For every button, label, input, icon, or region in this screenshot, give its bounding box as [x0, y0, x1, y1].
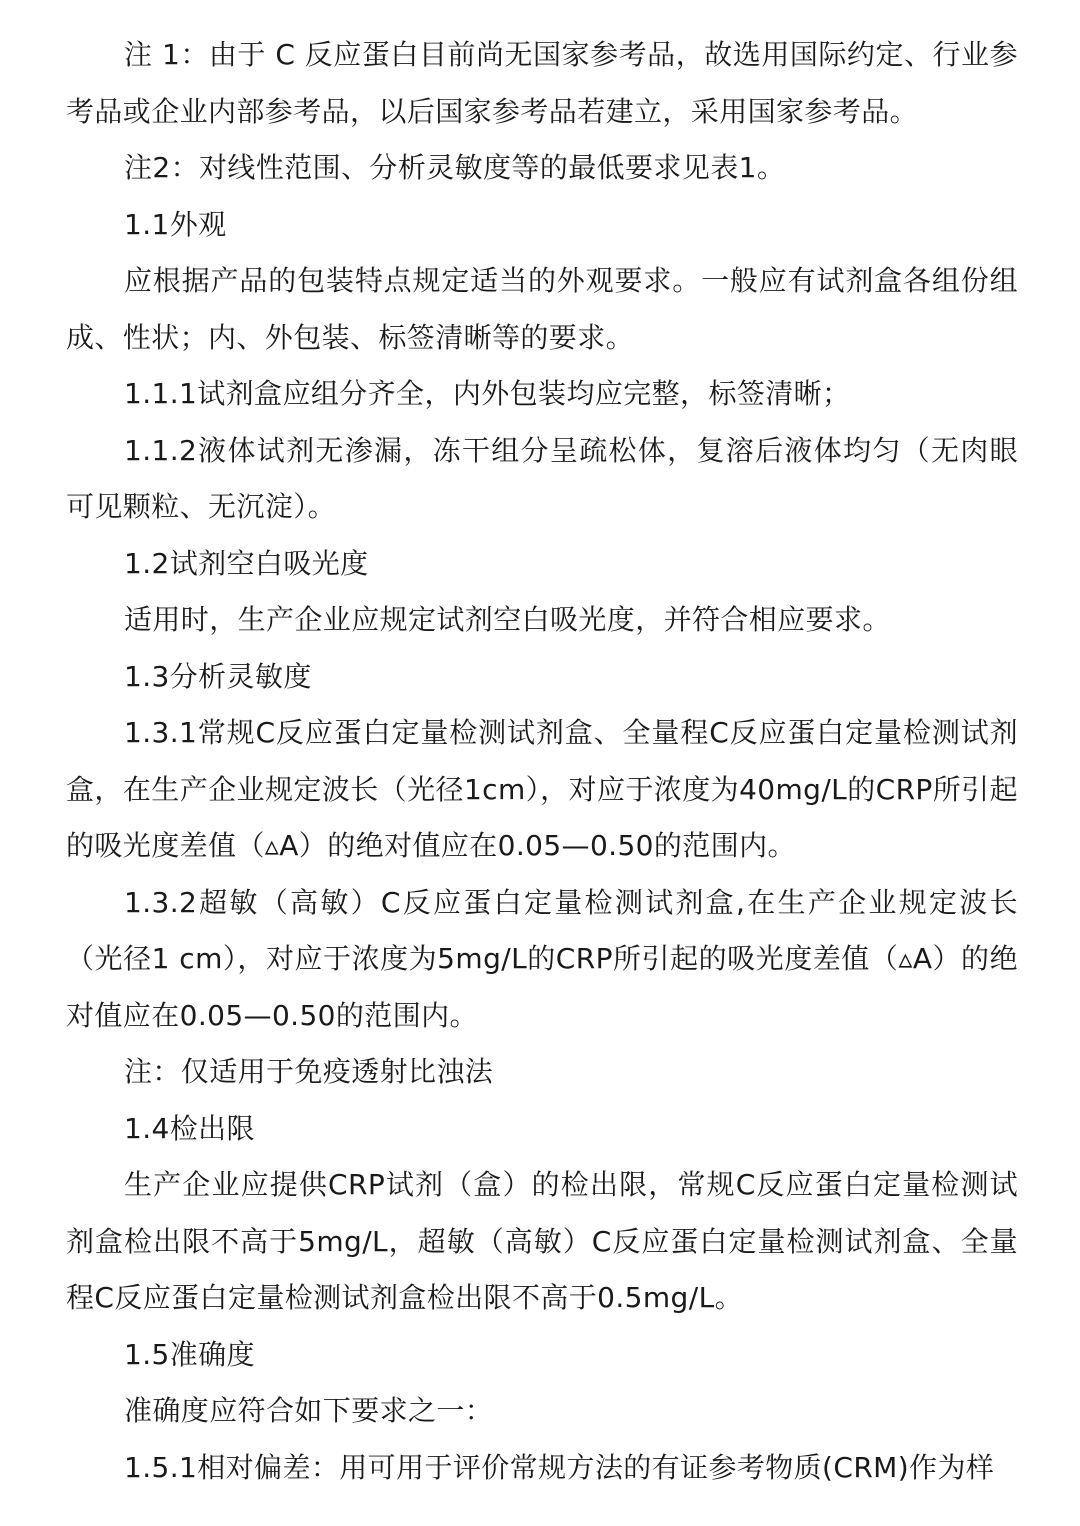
blank-absorbance-paragraph: 适用时，生产企业应规定试剂空白吸光度，并符合相应要求。: [124, 603, 891, 636]
appearance-paragraph: 应根据产品的包装特点规定适当的外观要求。一般应有试剂盒各组份组成、性状；内、外包装、标签清晰等的要求。: [66, 264, 1018, 354]
heading-1-3-sensitivity: 1.3分析灵敏度: [124, 659, 312, 693]
item-1-5-1-paragraph: 1.5.1相对偏差：用可用于评价常规方法的有证参考物质(CRM)作为样: [124, 1450, 995, 1484]
note-1-paragraph: 注 1：由于 C 反应蛋白目前尚无国家参考品，故选用国际约定、行业参考品或企业内部参考品，以后国家参考品若建立，采用国家参考品。: [66, 38, 1018, 128]
heading-1-5-accuracy: 1.5准确度: [124, 1337, 255, 1371]
document-body: [66, 27, 1018, 1496]
accuracy-intro-paragraph: 准确度应符合如下要求之一：: [124, 1394, 494, 1427]
item-1-3-2-paragraph: 1.3.2超敏（高敏）C反应蛋白定量检测试剂盒,在生产企业规定波长（光径1 cm），对应于浓度为5mg/L的CRP所引起的吸光度差值（▵A）的绝对值应在0.05—0.50的范围内。: [66, 885, 1018, 1032]
detection-limit-paragraph: 生产企业应提供CRP试剂（盒）的检出限，常规C反应蛋白定量检测试剂盒检出限不高于5mg/L，超敏（高敏）C反应蛋白定量检测试剂盒、全量程C反应蛋白定量检测试剂盒检出限不高于0.5mg/L。: [66, 1168, 1018, 1314]
heading-1-1-appearance: 1.1外观: [124, 207, 227, 241]
sensitivity-note-paragraph: 注：仅适用于免疫透射比浊法: [124, 1055, 494, 1088]
note-2-paragraph: 注2：对线性范围、分析灵敏度等的最低要求见表1。: [124, 151, 786, 184]
item-1-3-1-paragraph: 1.3.1常规C反应蛋白定量检测试剂盒、全量程C反应蛋白定量检测试剂盒，在生产企业规定波长（光径1cm），对应于浓度为40mg/L的CRP所引起的吸光度差值（▵A）的绝对值应在0.05—0.50的范围内。: [66, 716, 1018, 862]
heading-1-2-blank-absorbance: 1.2试剂空白吸光度: [124, 546, 369, 580]
item-1-1-2-paragraph: 1.1.2液体试剂无渗漏，冻干组分呈疏松体，复溶后液体均匀（无肉眼可见颗粒、无沉淀）。: [66, 433, 1018, 523]
heading-1-4-detection-limit: 1.4检出限: [124, 1111, 255, 1145]
item-1-1-1-paragraph: 1.1.1试剂盒应组分齐全，内外包装均应完整，标签清晰；: [124, 377, 851, 410]
